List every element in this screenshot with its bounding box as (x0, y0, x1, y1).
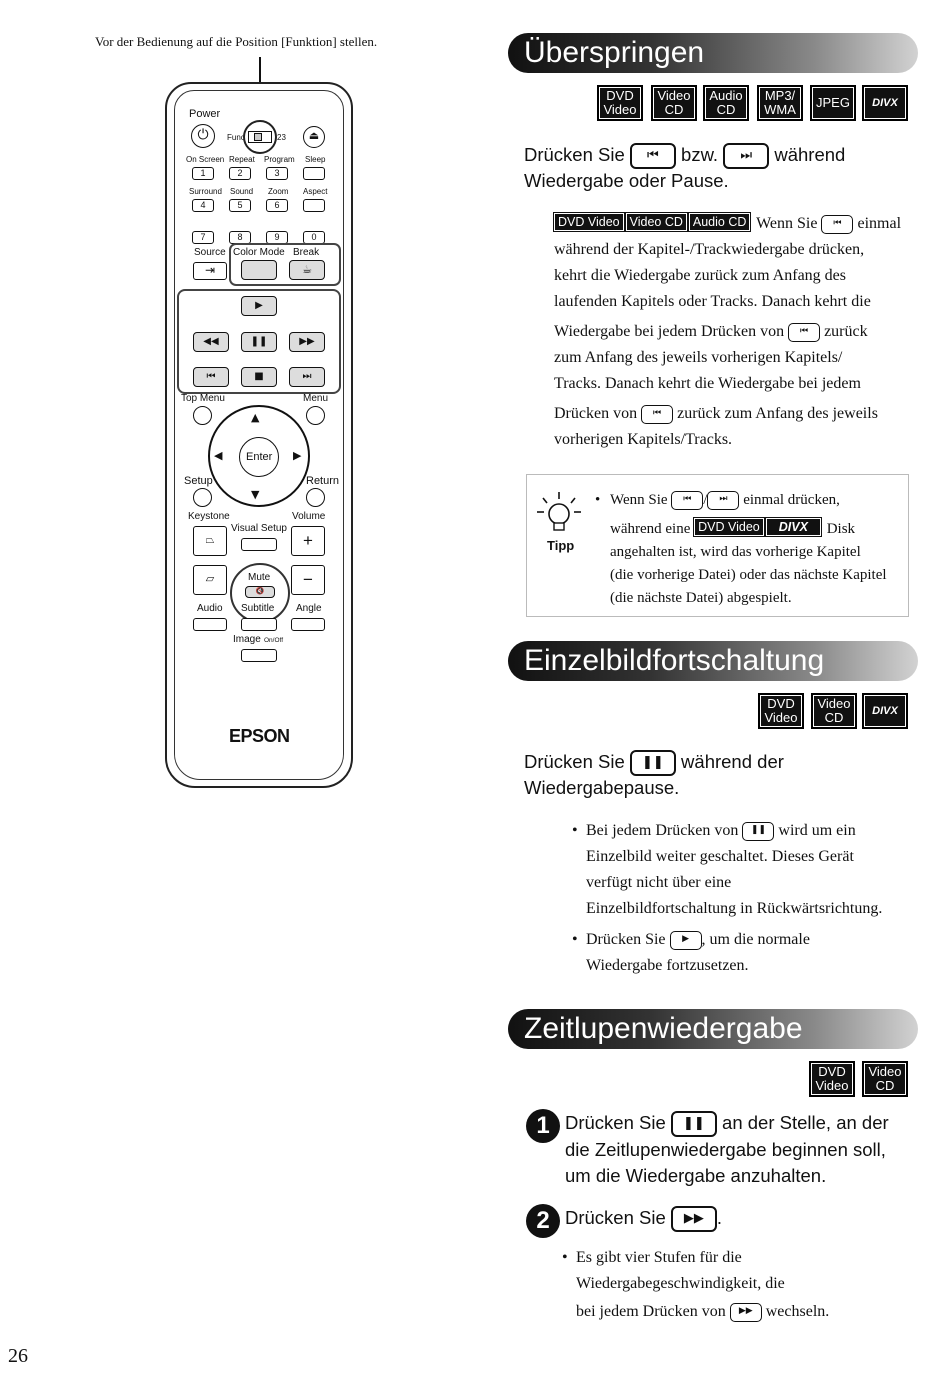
label-onscreen: On Screen (186, 155, 225, 164)
prev-button-remote[interactable]: ⏮ (193, 367, 229, 387)
chip-video-cd: Video CD (626, 213, 687, 231)
frame-bullet-2: • Drücken Sie ▶ , um die normale Wiedergabe fortzusetzen. (586, 927, 916, 979)
power-button[interactable]: ⏻ (191, 124, 215, 148)
volume-up-button[interactable]: + (291, 526, 325, 556)
dpad-down-icon[interactable]: ▼ (251, 488, 260, 501)
visual-setup-button[interactable] (241, 538, 277, 551)
dpad-right-icon[interactable]: ▶ (293, 449, 302, 462)
badge-dvd-video: DVD Video (809, 1061, 855, 1097)
badge-video-cd: Video CD (811, 693, 857, 729)
label-menu: Menu (303, 393, 329, 404)
prev-button-icon: ⏮ (788, 323, 820, 342)
next-button-remote[interactable]: ⏭ (289, 367, 325, 387)
fastforward-button-icon: ▶▶ (671, 1206, 717, 1232)
sleep-button[interactable] (303, 167, 325, 180)
badge-dvd-video: DVD Video (758, 693, 804, 729)
func-label: Func (227, 133, 245, 142)
frame-lead-line1: Drücken Sie ❚❚ während der (524, 749, 784, 776)
lightbulb-icon (533, 490, 585, 536)
switch-23-label: 23 (277, 133, 286, 142)
label-return: Return (306, 475, 340, 487)
label-repeat: Repeat (229, 155, 255, 164)
frame-bullet-1: • Bei jedem Drücken von ❚❚ wird um ein Einzelbild weiter geschaltet. Dieses Gerät verfügt nicht über eine Einzelbildfortschaltung in Rückwärtsrichtung. (586, 818, 916, 922)
chip-audio-cd: Audio CD (689, 213, 751, 231)
mute-button[interactable]: 🔇 (245, 586, 275, 598)
label-onoff: On/Off (264, 637, 284, 644)
badge-audio-cd: Audio CD (703, 85, 749, 121)
num-2-button[interactable]: 2 (229, 167, 251, 180)
play-button-remote[interactable]: ▶ (241, 296, 277, 316)
label-program: Program (264, 155, 295, 164)
next-button-icon: ⏭ (707, 491, 739, 510)
setup-button[interactable] (193, 488, 212, 507)
slow-note: • Es gibt vier Stufen für die Wiedergabegeschwindigkeit, die bei jedem Drücken von ▶▶ wechseln. (576, 1245, 896, 1325)
num-8-button[interactable]: 8 (229, 231, 251, 244)
dpad-left-icon[interactable]: ◀ (214, 449, 223, 462)
label-volume: Volume (292, 511, 326, 522)
num-5-button[interactable]: 5 (229, 199, 251, 212)
return-button[interactable] (306, 488, 325, 507)
source-button[interactable]: ⇥ (193, 262, 227, 280)
step-2-text: Drücken Sie ▶▶ . (565, 1205, 722, 1232)
prev-button-icon: ⏮ (671, 491, 703, 510)
num-3-button[interactable]: 3 (266, 167, 288, 180)
color-mode-button[interactable] (241, 260, 277, 280)
skip-lead-line1: Drücken Sie ⏮ bzw. ⏭ während (524, 142, 845, 169)
label-top-menu: Top Menu (181, 393, 225, 404)
badge-video-cd: Video CD (651, 85, 697, 121)
prev-button-icon: ⏮ (821, 215, 853, 234)
volume-down-button[interactable]: − (291, 565, 325, 595)
image-onoff-button[interactable] (241, 649, 277, 662)
num-6-button[interactable]: 6 (266, 199, 288, 212)
prev-button-icon: ⏮ (641, 405, 673, 424)
stop-button-remote[interactable]: ■ (241, 367, 277, 387)
section-title-skip: Überspringen (508, 33, 918, 73)
keystone-down-button[interactable]: ⏥ (193, 565, 227, 595)
label-keystone: Keystone (188, 511, 230, 522)
next-button-icon: ⏭ (723, 143, 769, 169)
badge-mp3-wma: MP3/ WMA (757, 85, 803, 121)
audio-button[interactable] (193, 618, 227, 631)
angle-button[interactable] (291, 618, 325, 631)
subtitle-button[interactable] (241, 618, 277, 631)
aspect-button[interactable] (303, 199, 325, 212)
badge-video-cd: Video CD (862, 1061, 908, 1097)
num-7-button[interactable]: 7 (192, 231, 214, 244)
label-aspect: Aspect (303, 187, 328, 196)
chip-dvd-video-tip: DVD Video (694, 518, 764, 536)
dpad-up-icon[interactable]: ▲ (251, 411, 260, 424)
caption-top: Vor der Bedienung auf die Position [Funktion] stellen. (95, 34, 378, 49)
keystone-up-button[interactable]: ⏢ (193, 526, 227, 556)
play-button-icon: ▶ (670, 931, 702, 950)
label-color-mode: Color Mode (233, 247, 285, 258)
pause-button-icon: ❚❚ (671, 1111, 717, 1137)
page-number: 26 (8, 1345, 28, 1367)
label-break: Break (293, 247, 320, 258)
brand-logo: EPSON (229, 726, 290, 746)
pause-button-icon: ❚❚ (630, 750, 676, 776)
label-sleep: Sleep (305, 155, 326, 164)
menu-button[interactable] (306, 406, 325, 425)
prev-button-icon: ⏮ (630, 143, 676, 169)
top-menu-button[interactable] (193, 406, 212, 425)
label-sound: Sound (230, 187, 254, 196)
break-button[interactable]: ☕ (289, 260, 325, 280)
label-zoom: Zoom (268, 187, 289, 196)
switch-highlight-circle (243, 120, 277, 154)
skip-lead-line2: Wiedergabe oder Pause. (524, 170, 729, 191)
pause-button-remote[interactable]: ❚❚ (241, 332, 277, 352)
num-4-button[interactable]: 4 (192, 199, 214, 212)
label-visual-setup: Visual Setup (231, 523, 287, 534)
step-2-number: 2 (526, 1204, 560, 1238)
power-label: Power (189, 108, 221, 120)
label-source: Source (194, 247, 226, 258)
chip-divx-tip: DIVX (766, 518, 821, 536)
frame-lead-line2: Wiedergabepause. (524, 777, 680, 798)
section-title-slow-motion: Zeitlupenwiedergabe (508, 1009, 918, 1049)
pause-button-icon: ❚❚ (742, 822, 774, 841)
rewind-button-remote[interactable]: ◀◀ (193, 332, 229, 352)
label-audio: Audio (197, 603, 223, 614)
step-1-number: 1 (526, 1109, 560, 1143)
badge-divx: DIVX (862, 85, 908, 121)
badge-jpeg: JPEG (810, 85, 856, 121)
tip-text: • Wenn Sie ⏮ / ⏭ einmal drücken, während eine DVD Video DIVX Disk angehalten ist, wird das vorherige Kapitel (die vorherige Datei) oder das nächste Kapitel (die nächste Datei) abgespielt. (595, 492, 887, 606)
skip-body: DVD Video Video CD Audio CD Wenn Sie ⏮ einmal während der Kapitel-/Trackwiedergabe drücken, kehrt die Wiedergabe zurück zum Anfang des laufenden Kapitels oder Tracks. Danach kehrt die Wiedergabe bei jedem Drücken von ⏮ zurück zum Anfang des jeweils vorherigen Kapitels/ Tracks. Danach kehrt die Wiedergabe bei jedem Drücken von ⏮ zurück zum Anfang des jeweils vorherigen Kapitels/Tracks. (554, 215, 902, 448)
label-subtitle: Subtitle (241, 603, 275, 614)
fastforward-button-icon: ▶▶ (730, 1303, 762, 1322)
label-mute: Mute (248, 572, 271, 583)
label-image: Image (233, 634, 261, 645)
num-0-button[interactable]: 0 (303, 231, 325, 244)
tip-label: Tipp (547, 538, 575, 553)
section-title-frame-advance: Einzelbildfortschaltung (508, 641, 918, 681)
label-setup: Setup (184, 475, 213, 487)
badge-divx: DIVX (862, 693, 908, 729)
fastforward-button-remote[interactable]: ▶▶ (289, 332, 325, 352)
enter-label: Enter (246, 451, 273, 463)
badge-dvd-video: DVD Video (597, 85, 643, 121)
eject-button[interactable]: ⏏ (303, 126, 325, 148)
chip-dvd-video: DVD Video (554, 213, 624, 231)
step-1-text: Drücken Sie ❚❚ an der Stelle, an der die Zeitlupenwiedergabe beginnen soll, um die Wiedergabe anzuhalten. (565, 1112, 889, 1187)
num-1-button[interactable]: 1 (192, 167, 214, 180)
label-angle: Angle (296, 603, 322, 614)
label-surround: Surround (189, 187, 222, 196)
num-9-button[interactable]: 9 (266, 231, 288, 244)
